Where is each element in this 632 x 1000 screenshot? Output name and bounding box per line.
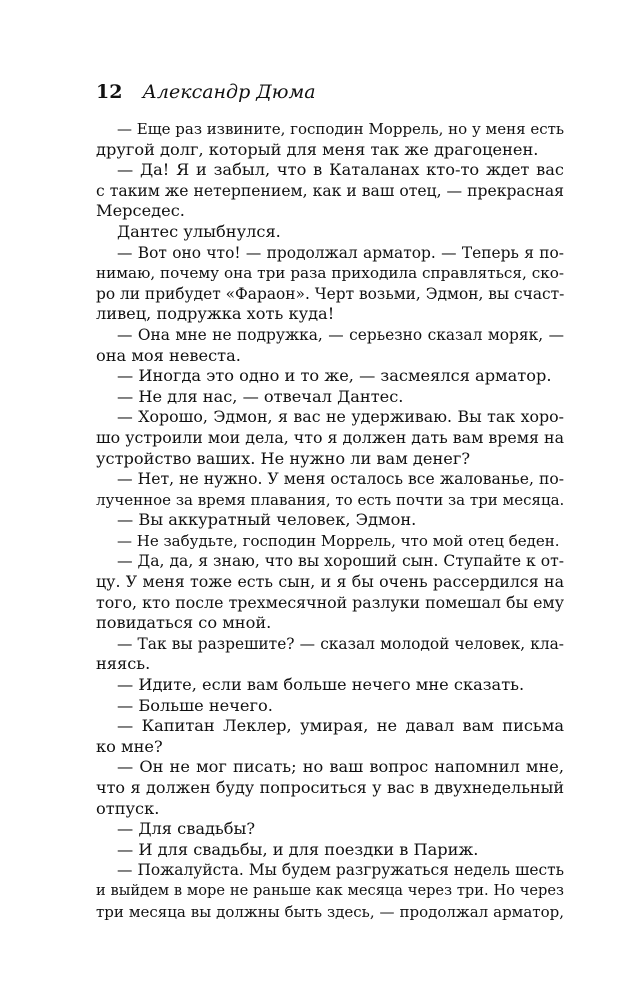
text-line: того, кто после трехмесячной разлуки помешал бы ему (96, 592, 564, 612)
text-line: Мерседес. (96, 201, 185, 221)
text-line: — Для свадьбы? (117, 819, 256, 839)
text-line: — Хорошо, Эдмон, я вас не удерживаю. Вы так хоро- (117, 407, 564, 427)
text-line: — Капитан Леклер, умирая, не давал вам письма (117, 716, 564, 736)
author-name: Александр Дюма (142, 81, 316, 103)
text-line: ро ли прибудет «Фараон». Черт возьми, Эдмон, вы счаст- (96, 284, 564, 303)
text-line: — Да, да, я знаю, что вы хороший сын. Ступайте к от- (117, 552, 564, 571)
text-line: — Да! Я и забыл, что в Каталанах кто-то ждет вас (117, 160, 564, 180)
text-line: отпуск. (96, 798, 160, 818)
text-line: и выйдем в море не раньше как месяца через три. Но через (96, 881, 564, 899)
text-line: — Идите, если вам больше нечего мне сказать. (117, 675, 525, 695)
text-line: — Так вы разрешите? — сказал молодой человек, кла- (117, 634, 564, 653)
text-line: — Больше нечего. (117, 695, 273, 715)
text-line: нимаю, почему она три раза приходила справляться, ско- (96, 264, 564, 283)
text-line: она моя невеста. (96, 345, 241, 365)
text-line: — Вы аккуратный человек, Эдмон. (117, 510, 417, 530)
body-text (96, 119, 564, 922)
text-line: — Не для нас, — отвечал Дантес. (117, 386, 404, 406)
text-line: повидаться со мной. (96, 613, 272, 633)
text-line: цу. У меня тоже есть сын, и я бы очень рассердился на (96, 572, 564, 592)
text-line: — Вот оно что! — продолжал арматор. — Теперь я по- (117, 243, 564, 262)
text-line: — Нет, не нужно. У меня осталось все жалованье, по- (117, 470, 564, 489)
text-line: — И для свадьбы, и для поездки в Париж. (117, 839, 479, 859)
text-line: Дантес улыбнулся. (117, 221, 281, 241)
text-line: — Он не мог писать; но ваш вопрос напомнил мне, (117, 757, 564, 777)
text-line: другой долг, который для меня так же драгоценен. (96, 139, 539, 159)
text-line: — Пожалуйста. Мы будем разгружаться недель шесть (117, 861, 564, 880)
text-line: — Она мне не подружка, — серьезно сказал моряк, — (117, 325, 564, 344)
text-line: ко мне? (96, 736, 163, 756)
text-line: что я должен буду попроситься у вас в двухнедельный (96, 778, 564, 797)
text-line: — Не забудьте, господин Моррель, что мой отец беден. (117, 531, 560, 550)
text-line: — Еще раз извините, господин Моррель, но у меня есть (117, 120, 564, 138)
text-line: лученное за время плавания, то есть почти за три месяца. (96, 490, 564, 509)
text-line: ливец, подружка хоть куда! (96, 304, 335, 324)
text-line: устройство ваших. Не нужно ли вам денег? (96, 448, 471, 468)
text-line: шо устроили мои дела, что я должен дать вам время на (96, 427, 564, 447)
page-number: 12 (96, 81, 123, 103)
running-head (96, 80, 316, 104)
text-line: — Иногда это одно и то же, — засмеялся арматор. (117, 366, 552, 386)
text-line: с таким же нетерпением, как и ваш отец, — прекрасная (96, 181, 564, 200)
text-line: няясь. (96, 654, 151, 674)
text-line: три месяца вы должны быть здесь, — продолжал арматор, (96, 902, 564, 921)
